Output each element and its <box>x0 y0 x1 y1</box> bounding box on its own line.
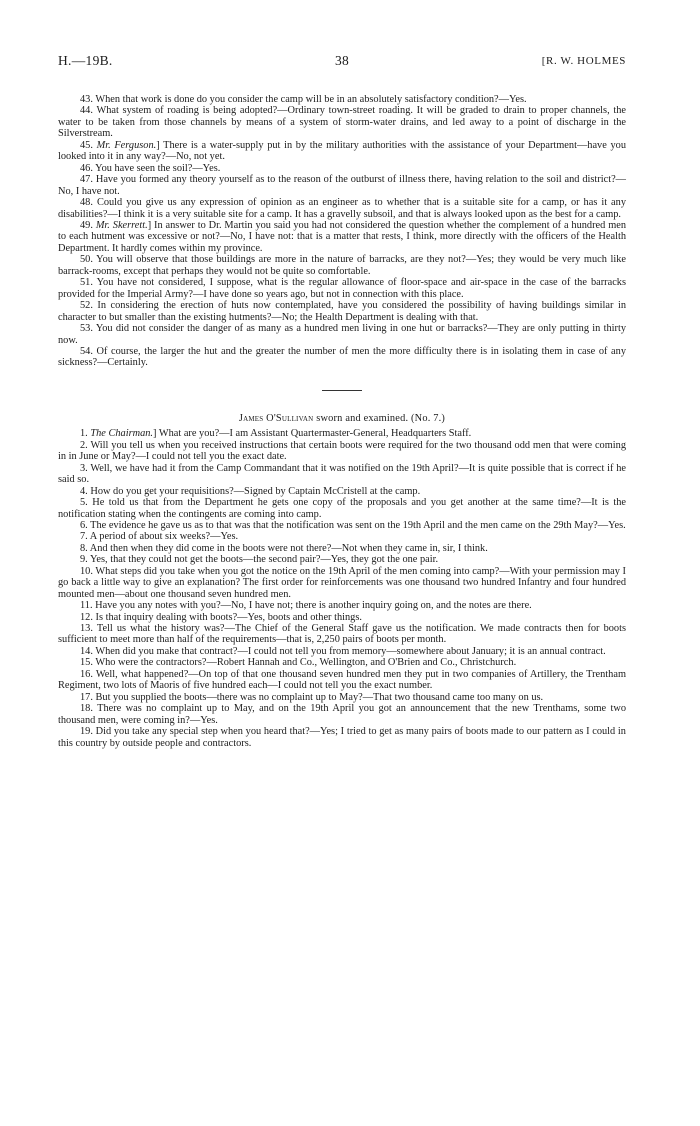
question-number: 46. <box>80 162 93 174</box>
question-text: Did you take any special step when you heard that?—Yes; I tried to get as many pairs of boots made to our pattern as I could in this country by outside people and contractors. <box>58 726 626 749</box>
question-text: What steps did you take when you got the notice on the 19th April of the men coming into camp?—With your permission may I go back a little way to give an explanation? The first order for reinforcements was one thousand two hundred Infantry and four hundred mounted men—about one thousand seven hundred men. <box>58 565 626 600</box>
question-number: 1. <box>80 428 88 440</box>
question-number: 47. <box>80 174 93 186</box>
evidence-section-holmes <box>58 94 626 369</box>
document-reference: H.—19B. <box>58 53 113 68</box>
question-text: In considering the erection of huts now contemplated, have you considered the possibility of having buildings similar in character to but smaller than the existing hutments?—No; the Health Department is dealing with that. <box>58 300 626 323</box>
question-number: 8. <box>80 542 88 554</box>
question-text: When that work is done do you consider the camp will be in an absolutely satisfactory condition?—Yes. <box>95 94 527 105</box>
question-paragraph <box>58 440 626 463</box>
question-text: And then when they did come in the boots were not there?—Not when they came in, sir, I think. <box>89 542 488 554</box>
question-paragraph <box>58 657 626 668</box>
question-text: The evidence he gave us as to that was that the notification was sent on the 19th April and the men came on the 29th May?—Yes. <box>90 519 626 531</box>
question-paragraph <box>58 174 626 197</box>
question-paragraph <box>58 520 626 531</box>
question-paragraph <box>58 105 626 139</box>
question-text: In answer to Dr. Martin you said you had not considered the question whether the complement of a hundred men to each hutment was excessive or not?—No, I have not: that is a matter that rests, I think, more directly with the officers of the Health Department. It hardly comes within my province. <box>58 219 626 254</box>
speaker-name: The Chairman. <box>90 428 154 440</box>
question-paragraph <box>58 197 626 220</box>
question-number: 16. <box>80 668 93 680</box>
question-number: 15. <box>80 657 93 669</box>
section-divider <box>322 390 362 391</box>
question-number: 14. <box>80 645 93 657</box>
question-number: 4. <box>80 485 88 497</box>
question-text: Have you formed any theory yourself as to the reason of the outburst of illness there, having relation to the soil and district?—No, I have not. <box>58 174 627 197</box>
question-number: 17. <box>80 691 93 703</box>
question-paragraph <box>58 531 626 542</box>
question-paragraph <box>58 277 626 300</box>
question-paragraph <box>58 323 626 346</box>
question-paragraph <box>58 554 626 565</box>
question-text: How do you get your requisitions?—Signed by Captain McCristell at the camp. <box>90 485 421 497</box>
question-text: You did not consider the danger of as many as a hundred men living in one hut or barracks?—They are only putting in thirty now. <box>58 323 627 346</box>
question-text: Well, what happened?—On top of that one thousand seven hundred men they put in two companies of Artillery, the Trentham Regiment, two lots of Maoris of five hundred each—I could not tell you the exact number. <box>58 668 626 692</box>
question-number: 18. <box>80 703 93 715</box>
question-paragraph <box>58 566 626 600</box>
question-paragraph <box>58 623 626 646</box>
question-paragraph: 45. Mr. Ferguson.] There is a water-supply put in by the military authorities with the assistance of your Department—have you looked into it in any way?—No, not yet. <box>58 139 626 163</box>
question-number: 48. <box>80 197 93 209</box>
question-text: Is that inquiry dealing with boots?—Yes, boots and other things. <box>95 611 362 623</box>
question-text: What are you?—I am Assistant Quartermaster-General, Headquarters Staff. <box>158 428 472 440</box>
question-paragraph <box>58 692 626 703</box>
question-text: There was no complaint up to May, and on the 19th April you got an announcement that the new Trenthams, some two thousand men, were coming in?—Yes. <box>58 703 627 726</box>
question-number: 12. <box>80 611 93 623</box>
question-text: You will observe that those buildings are more in the nature of barracks, are they not?—Yes; they would be very much like barrack-rooms, except that perhaps they would not be quite so comfortable. <box>58 254 626 277</box>
question-number: 53. <box>80 323 93 335</box>
question-text: Will you tell us when you received instructions that certain boots were required for the two thousand odd men that were coming in in June or May?—I could not tell you the exact date. <box>58 439 626 463</box>
question-number: 11. <box>80 600 93 612</box>
question-paragraph <box>58 254 626 277</box>
question-text: There is a water-supply put in by the military authorities with the assistance of your Department—have you looked into it in any way?—No, not yet. <box>58 139 626 163</box>
question-paragraph <box>58 543 626 554</box>
question-paragraph <box>58 497 626 520</box>
question-paragraph: 1. The Chairman.] What are you?—I am Assistant Quartermaster-General, Headquarters Staff. <box>80 428 472 440</box>
speaker-name: Mr. Skerrett. <box>95 219 148 231</box>
question-paragraph <box>58 300 626 323</box>
question-text: Who were the contractors?—Robert Hannah and Co., Wellington, and O'Brien and Co., Christchurch. <box>95 657 517 669</box>
question-paragraph <box>58 463 626 486</box>
question-text: But you supplied the boots—there was no complaint up to May?—That two thousand came too many on us. <box>95 691 544 703</box>
question-number: 51. <box>80 277 93 289</box>
question-text: You have not considered, I suppose, what is the regular allowance of floor-space and air-space in the case of the barracks provided for the Imperial Army?—I have done so years ago, but not in connection with this place. <box>58 277 626 300</box>
question-number: 54. <box>80 345 93 357</box>
question-paragraph <box>58 612 626 623</box>
question-number: 43. <box>80 94 93 105</box>
question-number: 5. <box>80 497 88 509</box>
question-paragraph: 49. Mr. Skerrett.] In answer to Dr. Martin you said you had not considered the question whether the complement of a hundred men to each hutment was excessive or not?—No, I have not: that is a matter that rests, I think, more directly with the officers of the Health Department. It hardly comes within my province. <box>58 219 626 254</box>
question-number: 3. <box>80 462 88 474</box>
question-number: 10. <box>80 565 93 577</box>
question-text: A period of about six weeks?—Yes. <box>89 531 239 543</box>
question-text: Yes, that they could not get the boots—the second pair?—Yes, they got the one pair. <box>89 554 439 566</box>
question-paragraph <box>58 94 626 105</box>
question-number: 6. <box>80 519 88 531</box>
question-number: 9. <box>80 554 88 566</box>
witness-heading <box>58 413 626 424</box>
question-number: 13. <box>80 623 93 635</box>
question-number: 52. <box>80 300 93 312</box>
question-number: 7. <box>80 531 88 543</box>
page-body <box>58 70 626 749</box>
question-paragraph <box>58 703 626 726</box>
question-text: You have seen the soil?—Yes. <box>95 162 221 174</box>
witness-name: James O'Sullivan <box>238 412 314 424</box>
question-number: 45. <box>80 139 93 151</box>
evidence-section-osullivan <box>58 428 626 749</box>
question-text: Of course, the larger the hut and the greater the number of men the more difficulty there is in isolating them in case of any sickness?—Certainly. <box>58 345 626 369</box>
question-number: 50. <box>80 254 93 266</box>
question-number: 19. <box>80 726 93 738</box>
question-number: 2. <box>80 439 88 451</box>
question-text: He told us that from the Department he gets one copy of the proposals and you get another at the same time?—It is the notification stating when the contingents are coming into camp. <box>58 497 626 520</box>
question-paragraph <box>58 646 626 657</box>
question-paragraph <box>58 346 626 369</box>
question-paragraph <box>58 486 626 497</box>
question-paragraph <box>58 163 626 174</box>
question-number: 44. <box>80 105 93 117</box>
question-text: Could you give us any expression of opinion as an engineer as to whether that is a suitable site for a camp, or has it any disabilities?—I think it is a very suitable site for a camp. It has a gravelly subsoil, and that is always looked upon as the best for a camp. <box>58 197 626 220</box>
question-text: Have you any notes with you?—No, I have not; there is another inquiry going on, and the notes are there. <box>95 600 532 612</box>
question-text: Tell us what the history was?—The Chief of the General Staff gave us the notification. We made contracts then for boots sufficient to meet more than half of the requirements—that is, 2,250 pairs of boots per month. <box>58 623 626 646</box>
question-text: Well, we have had it from the Camp Commandant that it was notified on the 19th April?—It is quite possible that is correct if he said so. <box>58 462 626 486</box>
question-text: What system of roading is being adopted?—Ordinary town-street roading. It will be graded to drain to proper channels, the water to be taken from those channels by means of a system of storm-water drains, and led away to a point of discharge in the Silverstream. <box>58 105 626 140</box>
question-paragraph <box>58 726 626 749</box>
question-text: When did you make that contract?—I could not tell you from memory—somewhere about January; it is an annual contract. <box>95 645 606 657</box>
speaker-name: Mr. Ferguson. <box>96 139 157 151</box>
question-paragraph <box>58 669 626 692</box>
witness-heading-rest: sworn and examined. (No. 7.) <box>316 412 446 424</box>
page-number: 38 <box>334 53 350 68</box>
question-number: 49. <box>80 219 93 231</box>
question-paragraph <box>58 600 626 611</box>
witness-running-head: [R. W. HOLMES <box>541 55 626 67</box>
